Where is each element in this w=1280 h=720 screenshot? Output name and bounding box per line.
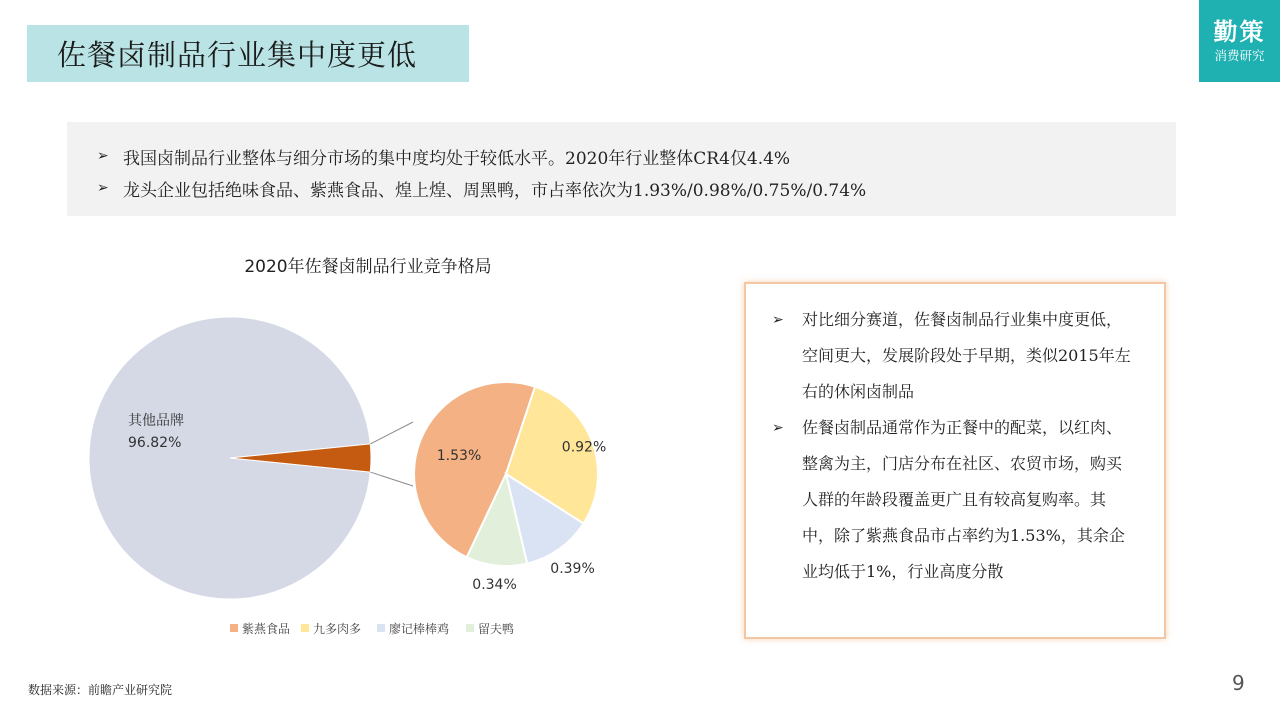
legend-label: 廖记棒棒鸡	[389, 622, 450, 636]
note-text: 对比细分赛道，佐餐卤制品行业集中度更低，空间更大，发展阶段处于早期，类似2015年左右的休闲卤制品	[802, 310, 1131, 401]
note-bullet	[772, 302, 1136, 410]
legend-swatch	[230, 624, 238, 632]
logo-sub-text: 消费研究	[1214, 48, 1265, 63]
chart-title: 2020年佐餐卤制品行业竞争格局	[244, 257, 492, 277]
legend-swatch	[301, 624, 309, 632]
analysis-note-box	[744, 282, 1166, 639]
page-number: 9	[1232, 671, 1245, 695]
slice-label-name: 其他品牌	[128, 413, 184, 429]
arrow-right-icon: ➢	[772, 420, 784, 436]
slice-label-value: 0.34%	[472, 576, 517, 593]
main-pie	[89, 317, 371, 599]
note-bullet	[772, 410, 1136, 590]
slice-label-value: 1.53%	[436, 448, 482, 465]
arrow-right-icon: ➢	[97, 180, 109, 196]
connector-lines	[370, 422, 413, 486]
arrow-right-icon: ➢	[97, 148, 109, 164]
connector-line	[370, 472, 413, 486]
page-title-text: 佐餐卤制品行业集中度更低	[57, 38, 418, 72]
legend-label: 紫燕食品	[242, 622, 291, 636]
legend-swatch	[377, 624, 385, 632]
sub-pie	[414, 382, 598, 566]
slice-label-value: 0.92%	[561, 439, 607, 456]
slice-label-value: 0.39%	[550, 560, 595, 577]
note-text: 佐餐卤制品通常作为正餐中的配菜，以红肉、整禽为主，门店分布在社区、农贸市场，购买人群的年龄段覆盖更广且有较高复购率。其中，除了紫燕食品市占率约为1.53%，其余企业均低于1%，行业高度分散	[802, 418, 1125, 581]
data-source: 数据来源：前瞻产业研究院	[28, 683, 173, 697]
legend-label: 留夫鸭	[478, 622, 515, 636]
summary-text: 龙头企业包括绝味食品、紫燕食品、煌上煌、周黑鸭，市占率依次为1.93%/0.98%/0.75%/0.74%	[123, 180, 867, 201]
legend-label: 九多肉多	[313, 622, 362, 636]
chart-legend	[230, 621, 514, 636]
summary-text: 我国卤制品行业整体与细分市场的集中度均处于较低水平。2020年行业整体CR4仅4.4%	[123, 148, 791, 169]
connector-line	[370, 422, 413, 444]
logo-main-text: 勤策	[1213, 18, 1266, 46]
arrow-right-icon: ➢	[772, 312, 784, 328]
slice-label-value: 96.82%	[128, 435, 182, 451]
legend-swatch	[466, 624, 474, 632]
